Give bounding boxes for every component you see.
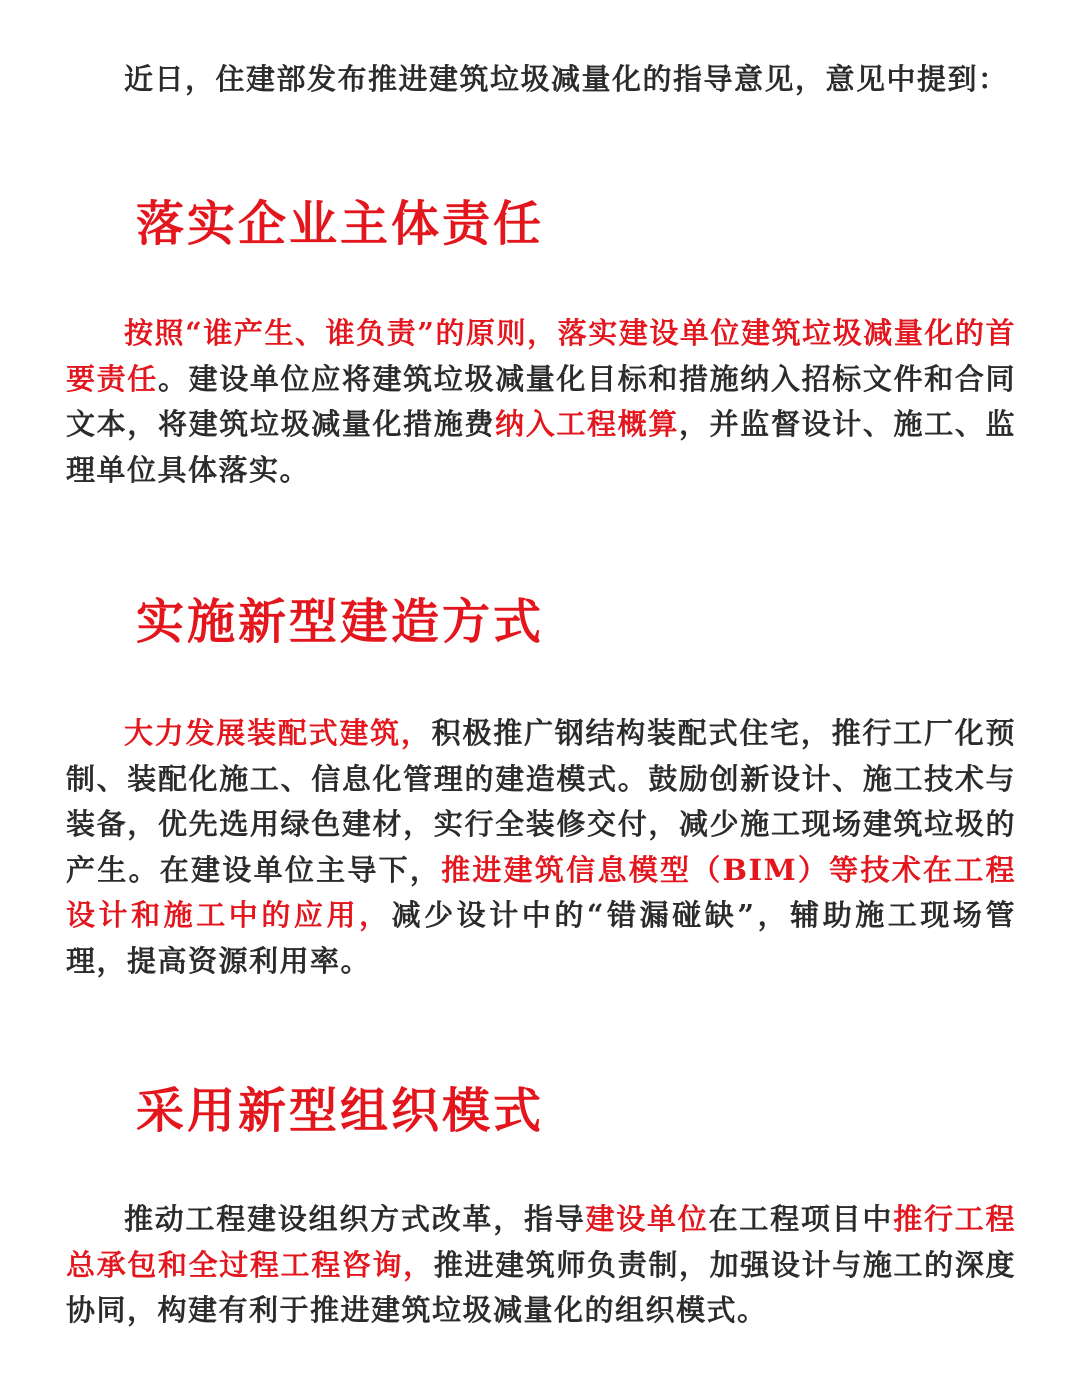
highlight-text: 推行工程总承包和全过程工程咨询， — [66, 1202, 1016, 1282]
highlight-text: 按照“谁产生、谁负责”的原则，落实建设单位建筑垃圾减量化的首要责任 — [66, 316, 1016, 396]
body-text: ，并监督设计、施工、监理单位具体落实。 — [66, 407, 1016, 487]
highlight-text: 纳入工程概算 — [495, 407, 679, 441]
section-heading-1: 落实企业主体责任 — [136, 196, 545, 252]
highlight-text: 推进建筑信息模型（BIM）等技术在工程设计和施工中的应用， — [66, 852, 1016, 932]
section-paragraph-3 — [66, 1197, 1016, 1334]
body-text: 推进建筑师负责制，加强设计与施工的深度协同，构建有利于推进建筑垃圾减量化的组织模式。 — [66, 1247, 1016, 1327]
section-paragraph-1 — [66, 311, 1016, 493]
body-text: 在工程项目中 — [708, 1202, 894, 1236]
section-paragraph-2 — [66, 711, 1016, 984]
body-text: 推动工程建设组织方式改革，指导 — [124, 1202, 586, 1236]
body-text: 。建设单位应将建筑垃圾减量化目标和措施纳入招标文件和合同文本，将建筑垃圾减量化措施费 — [66, 361, 1016, 441]
highlight-text: 建设单位 — [585, 1202, 709, 1236]
body-text: 积极推广钢结构装配式住宅，推行工厂化预制、装配化施工、信息化管理的建造模式。鼓励创新设计、施工技术与装备，优先选用绿色建材，实行全装修交付，减少施工现场建筑垃圾的产生。在建设单位主导下， — [66, 716, 1016, 887]
intro-paragraph: 近日，住建部发布推进建筑垃圾减量化的指导意见，意见中提到： — [124, 62, 1009, 96]
section-heading-3: 采用新型组织模式 — [136, 1083, 545, 1139]
section-heading-2: 实施新型建造方式 — [136, 594, 545, 650]
body-text: 减少设计中的“错漏碰缺”，辅助施工现场管理，提高资源利用率。 — [66, 898, 1016, 978]
highlight-text: 大力发展装配式建筑， — [124, 716, 432, 750]
